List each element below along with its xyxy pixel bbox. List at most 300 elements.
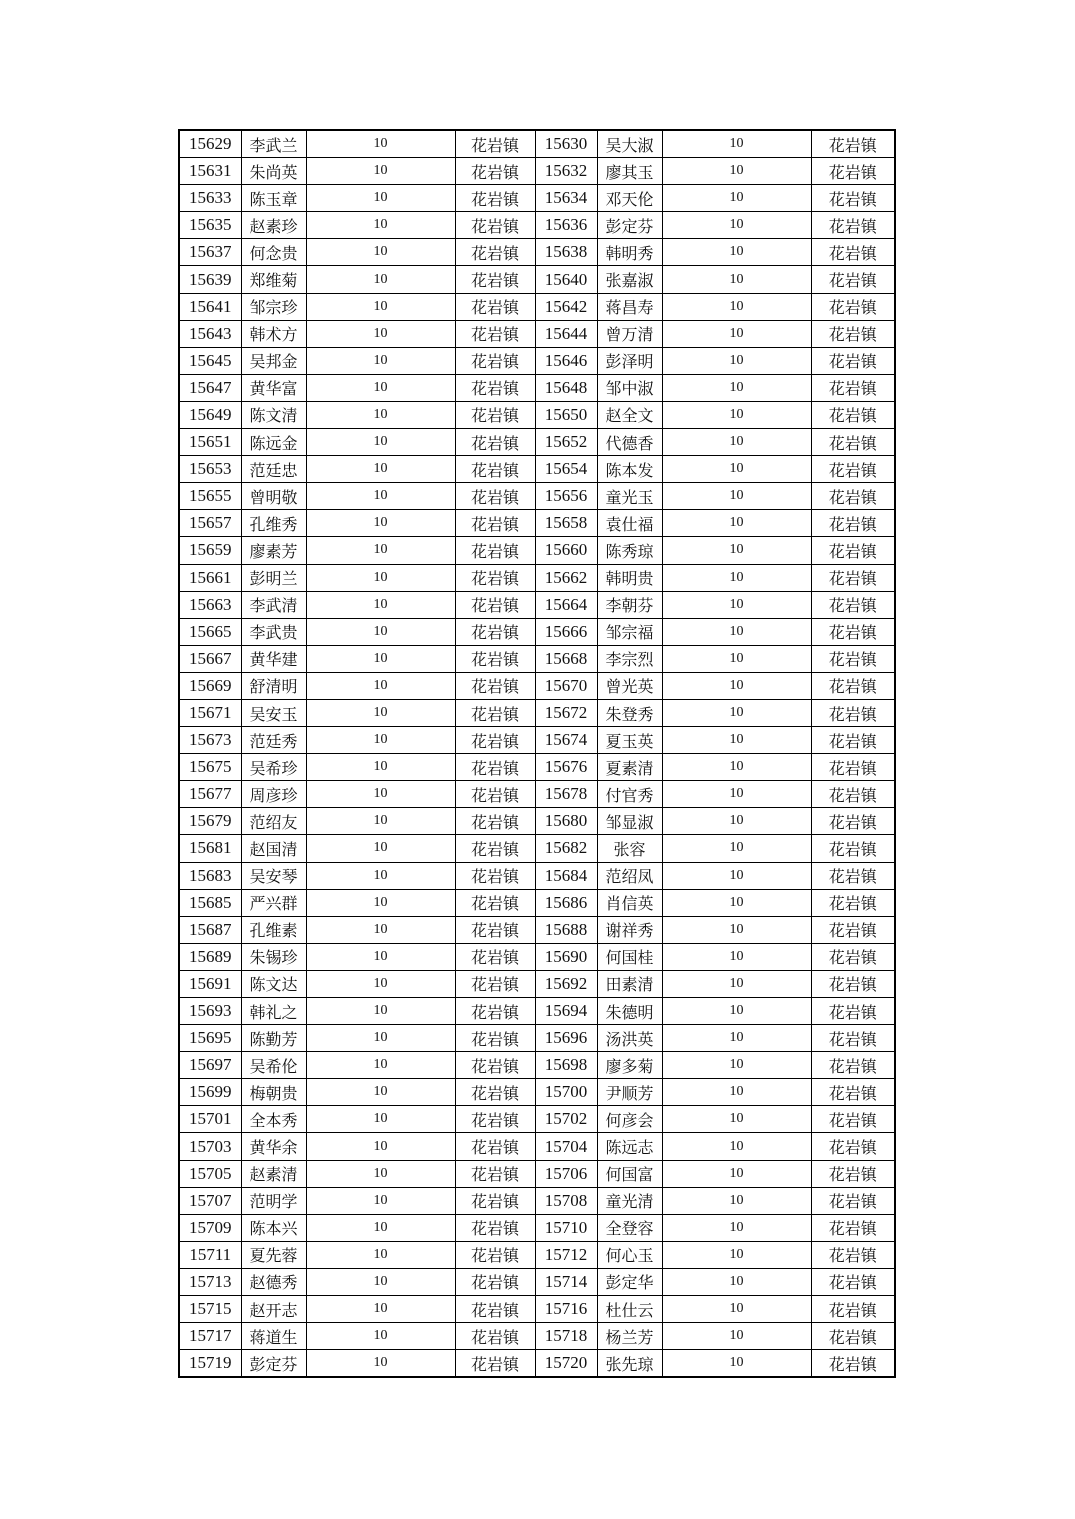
town-name-cell: 花岩镇 [455, 862, 535, 889]
person-name-cell: 彭泽明 [597, 347, 662, 374]
person-name-cell: 邹宗福 [597, 618, 662, 645]
record-id-cell: 15629 [179, 130, 241, 158]
record-id-cell: 15674 [535, 727, 597, 754]
amount-cell: 10 [662, 1106, 811, 1133]
town-name-cell: 花岩镇 [811, 130, 895, 158]
amount-cell: 10 [306, 645, 455, 672]
town-name-cell: 花岩镇 [811, 429, 895, 456]
person-name-cell: 陈远志 [597, 1133, 662, 1160]
amount-cell: 10 [306, 1350, 455, 1378]
amount-cell: 10 [662, 483, 811, 510]
record-id-cell: 15693 [179, 998, 241, 1025]
record-id-cell: 15657 [179, 510, 241, 537]
amount-cell: 10 [306, 1052, 455, 1079]
record-id-cell: 15690 [535, 943, 597, 970]
amount-cell: 10 [662, 537, 811, 564]
amount-cell: 10 [306, 916, 455, 943]
table-row [179, 1160, 895, 1187]
table-row [179, 645, 895, 672]
town-name-cell: 花岩镇 [455, 835, 535, 862]
table-row [179, 320, 895, 347]
town-name-cell: 花岩镇 [455, 1268, 535, 1295]
record-id-cell: 15695 [179, 1025, 241, 1052]
person-name-cell: 韩明贵 [597, 564, 662, 591]
town-name-cell: 花岩镇 [455, 889, 535, 916]
record-id-cell: 15706 [535, 1160, 597, 1187]
person-name-cell: 肖信英 [597, 889, 662, 916]
town-name-cell: 花岩镇 [811, 943, 895, 970]
person-name-cell: 代德香 [597, 429, 662, 456]
person-name-cell: 吴大淑 [597, 130, 662, 158]
record-id-cell: 15707 [179, 1187, 241, 1214]
amount-cell: 10 [662, 618, 811, 645]
person-name-cell: 廖其玉 [597, 158, 662, 185]
amount-cell: 10 [662, 1323, 811, 1350]
person-name-cell: 陈文达 [241, 970, 306, 997]
record-id-cell: 15636 [535, 212, 597, 239]
person-name-cell: 袁仕福 [597, 510, 662, 537]
table-row [179, 564, 895, 591]
record-id-cell: 15647 [179, 374, 241, 401]
amount-cell: 10 [306, 456, 455, 483]
record-id-cell: 15651 [179, 429, 241, 456]
record-id-cell: 15630 [535, 130, 597, 158]
table-row [179, 1241, 895, 1268]
table-row [179, 1350, 895, 1378]
amount-cell: 10 [306, 1187, 455, 1214]
person-name-cell: 曾明敬 [241, 483, 306, 510]
record-id-cell: 15702 [535, 1106, 597, 1133]
record-id-cell: 15638 [535, 239, 597, 266]
record-id-cell: 15704 [535, 1133, 597, 1160]
person-name-cell: 郑维菊 [241, 266, 306, 293]
record-id-cell: 15631 [179, 158, 241, 185]
table-row [179, 185, 895, 212]
town-name-cell: 花岩镇 [455, 672, 535, 699]
amount-cell: 10 [306, 537, 455, 564]
table-row [179, 835, 895, 862]
table-row [179, 781, 895, 808]
record-id-cell: 15711 [179, 1241, 241, 1268]
record-id-cell: 15677 [179, 781, 241, 808]
town-name-cell: 花岩镇 [455, 1052, 535, 1079]
record-id-cell: 15691 [179, 970, 241, 997]
person-name-cell: 彭定华 [597, 1268, 662, 1295]
table-row [179, 862, 895, 889]
amount-cell: 10 [306, 727, 455, 754]
amount-cell: 10 [306, 293, 455, 320]
town-name-cell: 花岩镇 [455, 1323, 535, 1350]
town-name-cell: 花岩镇 [455, 754, 535, 781]
record-id-cell: 15668 [535, 645, 597, 672]
town-name-cell: 花岩镇 [811, 1350, 895, 1378]
record-id-cell: 15649 [179, 401, 241, 428]
amount-cell: 10 [306, 591, 455, 618]
person-name-cell: 何国富 [597, 1160, 662, 1187]
record-id-cell: 15660 [535, 537, 597, 564]
record-id-cell: 15632 [535, 158, 597, 185]
person-name-cell: 蒋昌寿 [597, 293, 662, 320]
record-id-cell: 15692 [535, 970, 597, 997]
amount-cell: 10 [662, 835, 811, 862]
town-name-cell: 花岩镇 [811, 320, 895, 347]
amount-cell: 10 [662, 754, 811, 781]
town-name-cell: 花岩镇 [811, 645, 895, 672]
person-name-cell: 吴安玉 [241, 699, 306, 726]
town-name-cell: 花岩镇 [455, 293, 535, 320]
record-id-cell: 15676 [535, 754, 597, 781]
amount-cell: 10 [662, 1079, 811, 1106]
person-name-cell: 夏先蓉 [241, 1241, 306, 1268]
town-name-cell: 花岩镇 [811, 1241, 895, 1268]
person-name-cell: 谢祥秀 [597, 916, 662, 943]
table-row [179, 672, 895, 699]
record-id-cell: 15642 [535, 293, 597, 320]
amount-cell: 10 [662, 591, 811, 618]
table-row [179, 456, 895, 483]
amount-cell: 10 [662, 401, 811, 428]
table-row [179, 618, 895, 645]
amount-cell: 10 [662, 781, 811, 808]
table-row [179, 510, 895, 537]
record-id-cell: 15713 [179, 1268, 241, 1295]
town-name-cell: 花岩镇 [455, 212, 535, 239]
record-id-cell: 15687 [179, 916, 241, 943]
town-name-cell: 花岩镇 [455, 564, 535, 591]
table-row [179, 239, 895, 266]
person-name-cell: 何彦会 [597, 1106, 662, 1133]
person-name-cell: 邹宗珍 [241, 293, 306, 320]
amount-cell: 10 [662, 1160, 811, 1187]
table-row [179, 1025, 895, 1052]
record-id-cell: 15661 [179, 564, 241, 591]
person-name-cell: 廖素芳 [241, 537, 306, 564]
person-name-cell: 夏玉英 [597, 727, 662, 754]
amount-cell: 10 [662, 1187, 811, 1214]
amount-cell: 10 [662, 645, 811, 672]
person-name-cell: 童光清 [597, 1187, 662, 1214]
town-name-cell: 花岩镇 [455, 1106, 535, 1133]
person-name-cell: 严兴群 [241, 889, 306, 916]
record-id-cell: 15686 [535, 889, 597, 916]
record-id-cell: 15715 [179, 1296, 241, 1323]
roster-body [179, 130, 895, 1377]
town-name-cell: 花岩镇 [811, 835, 895, 862]
amount-cell: 10 [306, 483, 455, 510]
amount-cell: 10 [306, 510, 455, 537]
town-name-cell: 花岩镇 [811, 1160, 895, 1187]
record-id-cell: 15650 [535, 401, 597, 428]
record-id-cell: 15635 [179, 212, 241, 239]
town-name-cell: 花岩镇 [455, 699, 535, 726]
amount-cell: 10 [306, 158, 455, 185]
person-name-cell: 全本秀 [241, 1106, 306, 1133]
person-name-cell: 韩明秀 [597, 239, 662, 266]
town-name-cell: 花岩镇 [811, 456, 895, 483]
town-name-cell: 花岩镇 [811, 1133, 895, 1160]
person-name-cell: 李武贵 [241, 618, 306, 645]
table-row [179, 293, 895, 320]
record-id-cell: 15669 [179, 672, 241, 699]
amount-cell: 10 [306, 564, 455, 591]
town-name-cell: 花岩镇 [455, 591, 535, 618]
table-row [179, 158, 895, 185]
record-id-cell: 15699 [179, 1079, 241, 1106]
town-name-cell: 花岩镇 [811, 1025, 895, 1052]
person-name-cell: 范绍友 [241, 808, 306, 835]
record-id-cell: 15648 [535, 374, 597, 401]
person-name-cell: 韩礼之 [241, 998, 306, 1025]
person-name-cell: 何念贵 [241, 239, 306, 266]
amount-cell: 10 [306, 1079, 455, 1106]
amount-cell: 10 [306, 1160, 455, 1187]
person-name-cell: 邹中淑 [597, 374, 662, 401]
table-row [179, 1214, 895, 1241]
town-name-cell: 花岩镇 [455, 781, 535, 808]
town-name-cell: 花岩镇 [455, 483, 535, 510]
amount-cell: 10 [662, 998, 811, 1025]
person-name-cell: 舒清明 [241, 672, 306, 699]
town-name-cell: 花岩镇 [811, 1187, 895, 1214]
amount-cell: 10 [306, 781, 455, 808]
record-id-cell: 15696 [535, 1025, 597, 1052]
town-name-cell: 花岩镇 [811, 1296, 895, 1323]
town-name-cell: 花岩镇 [455, 266, 535, 293]
amount-cell: 10 [306, 1106, 455, 1133]
person-name-cell: 孔维素 [241, 916, 306, 943]
town-name-cell: 花岩镇 [455, 618, 535, 645]
person-name-cell: 范明学 [241, 1187, 306, 1214]
record-id-cell: 15714 [535, 1268, 597, 1295]
amount-cell: 10 [662, 456, 811, 483]
amount-cell: 10 [306, 1214, 455, 1241]
amount-cell: 10 [306, 1241, 455, 1268]
amount-cell: 10 [662, 158, 811, 185]
person-name-cell: 吴安琴 [241, 862, 306, 889]
amount-cell: 10 [662, 943, 811, 970]
town-name-cell: 花岩镇 [811, 998, 895, 1025]
amount-cell: 10 [306, 347, 455, 374]
amount-cell: 10 [662, 808, 811, 835]
amount-cell: 10 [306, 374, 455, 401]
record-id-cell: 15643 [179, 320, 241, 347]
person-name-cell: 彭定芬 [597, 212, 662, 239]
amount-cell: 10 [306, 401, 455, 428]
town-name-cell: 花岩镇 [455, 185, 535, 212]
person-name-cell: 童光玉 [597, 483, 662, 510]
person-name-cell: 蒋道生 [241, 1323, 306, 1350]
town-name-cell: 花岩镇 [811, 401, 895, 428]
record-id-cell: 15658 [535, 510, 597, 537]
amount-cell: 10 [662, 130, 811, 158]
record-id-cell: 15681 [179, 835, 241, 862]
record-id-cell: 15705 [179, 1160, 241, 1187]
town-name-cell: 花岩镇 [455, 374, 535, 401]
person-name-cell: 杜仕云 [597, 1296, 662, 1323]
amount-cell: 10 [306, 320, 455, 347]
amount-cell: 10 [306, 889, 455, 916]
roster-table [178, 129, 896, 1378]
amount-cell: 10 [306, 1323, 455, 1350]
person-name-cell: 范绍凤 [597, 862, 662, 889]
town-name-cell: 花岩镇 [455, 727, 535, 754]
person-name-cell: 朱登秀 [597, 699, 662, 726]
town-name-cell: 花岩镇 [811, 1268, 895, 1295]
town-name-cell: 花岩镇 [455, 510, 535, 537]
amount-cell: 10 [662, 1296, 811, 1323]
amount-cell: 10 [306, 862, 455, 889]
record-id-cell: 15717 [179, 1323, 241, 1350]
record-id-cell: 15708 [535, 1187, 597, 1214]
town-name-cell: 花岩镇 [455, 429, 535, 456]
town-name-cell: 花岩镇 [811, 374, 895, 401]
table-row [179, 347, 895, 374]
table-row [179, 808, 895, 835]
amount-cell: 10 [306, 754, 455, 781]
person-name-cell: 范廷秀 [241, 727, 306, 754]
town-name-cell: 花岩镇 [811, 212, 895, 239]
table-row [179, 1106, 895, 1133]
person-name-cell: 赵素珍 [241, 212, 306, 239]
person-name-cell: 赵素清 [241, 1160, 306, 1187]
person-name-cell: 黄华余 [241, 1133, 306, 1160]
amount-cell: 10 [662, 293, 811, 320]
person-name-cell: 赵德秀 [241, 1268, 306, 1295]
record-id-cell: 15637 [179, 239, 241, 266]
amount-cell: 10 [662, 347, 811, 374]
amount-cell: 10 [662, 970, 811, 997]
person-name-cell: 彭明兰 [241, 564, 306, 591]
amount-cell: 10 [662, 185, 811, 212]
person-name-cell: 赵开志 [241, 1296, 306, 1323]
person-name-cell: 曾光英 [597, 672, 662, 699]
amount-cell: 10 [662, 564, 811, 591]
record-id-cell: 15701 [179, 1106, 241, 1133]
table-row [179, 1133, 895, 1160]
town-name-cell: 花岩镇 [455, 1214, 535, 1241]
record-id-cell: 15712 [535, 1241, 597, 1268]
person-name-cell: 曾万清 [597, 320, 662, 347]
amount-cell: 10 [306, 185, 455, 212]
person-name-cell: 汤洪英 [597, 1025, 662, 1052]
record-id-cell: 15654 [535, 456, 597, 483]
record-id-cell: 15678 [535, 781, 597, 808]
town-name-cell: 花岩镇 [811, 1323, 895, 1350]
table-row [179, 998, 895, 1025]
amount-cell: 10 [662, 429, 811, 456]
town-name-cell: 花岩镇 [811, 1052, 895, 1079]
town-name-cell: 花岩镇 [455, 158, 535, 185]
person-name-cell: 赵国清 [241, 835, 306, 862]
table-row [179, 591, 895, 618]
town-name-cell: 花岩镇 [811, 564, 895, 591]
record-id-cell: 15645 [179, 347, 241, 374]
record-id-cell: 15697 [179, 1052, 241, 1079]
person-name-cell: 吴希珍 [241, 754, 306, 781]
amount-cell: 10 [306, 970, 455, 997]
town-name-cell: 花岩镇 [455, 1160, 535, 1187]
amount-cell: 10 [662, 1350, 811, 1378]
record-id-cell: 15659 [179, 537, 241, 564]
person-name-cell: 杨兰芳 [597, 1323, 662, 1350]
record-id-cell: 15673 [179, 727, 241, 754]
town-name-cell: 花岩镇 [811, 970, 895, 997]
person-name-cell: 吴邦金 [241, 347, 306, 374]
amount-cell: 10 [306, 808, 455, 835]
record-id-cell: 15652 [535, 429, 597, 456]
record-id-cell: 15684 [535, 862, 597, 889]
person-name-cell: 陈勤芳 [241, 1025, 306, 1052]
record-id-cell: 15716 [535, 1296, 597, 1323]
amount-cell: 10 [662, 212, 811, 239]
person-name-cell: 陈本兴 [241, 1214, 306, 1241]
town-name-cell: 花岩镇 [455, 239, 535, 266]
amount-cell: 10 [662, 1241, 811, 1268]
town-name-cell: 花岩镇 [811, 889, 895, 916]
town-name-cell: 花岩镇 [811, 266, 895, 293]
record-id-cell: 15683 [179, 862, 241, 889]
record-id-cell: 15671 [179, 699, 241, 726]
person-name-cell: 李武兰 [241, 130, 306, 158]
town-name-cell: 花岩镇 [455, 970, 535, 997]
table-row [179, 699, 895, 726]
amount-cell: 10 [662, 1214, 811, 1241]
person-name-cell: 陈文清 [241, 401, 306, 428]
town-name-cell: 花岩镇 [811, 618, 895, 645]
town-name-cell: 花岩镇 [811, 185, 895, 212]
record-id-cell: 15694 [535, 998, 597, 1025]
person-name-cell: 李朝芬 [597, 591, 662, 618]
table-row [179, 943, 895, 970]
town-name-cell: 花岩镇 [811, 727, 895, 754]
record-id-cell: 15641 [179, 293, 241, 320]
table-row [179, 916, 895, 943]
record-id-cell: 15646 [535, 347, 597, 374]
town-name-cell: 花岩镇 [811, 293, 895, 320]
person-name-cell: 田素清 [597, 970, 662, 997]
amount-cell: 10 [662, 889, 811, 916]
town-name-cell: 花岩镇 [811, 1214, 895, 1241]
town-name-cell: 花岩镇 [455, 130, 535, 158]
town-name-cell: 花岩镇 [811, 239, 895, 266]
record-id-cell: 15664 [535, 591, 597, 618]
record-id-cell: 15709 [179, 1214, 241, 1241]
town-name-cell: 花岩镇 [811, 1106, 895, 1133]
amount-cell: 10 [306, 1296, 455, 1323]
table-row [179, 483, 895, 510]
amount-cell: 10 [306, 618, 455, 645]
record-id-cell: 15634 [535, 185, 597, 212]
record-id-cell: 15653 [179, 456, 241, 483]
record-id-cell: 15689 [179, 943, 241, 970]
town-name-cell: 花岩镇 [455, 1025, 535, 1052]
record-id-cell: 15682 [535, 835, 597, 862]
person-name-cell: 孔维秀 [241, 510, 306, 537]
person-name-cell: 赵全文 [597, 401, 662, 428]
record-id-cell: 15672 [535, 699, 597, 726]
town-name-cell: 花岩镇 [811, 699, 895, 726]
person-name-cell: 吴希伦 [241, 1052, 306, 1079]
amount-cell: 10 [662, 727, 811, 754]
table-row [179, 1296, 895, 1323]
person-name-cell: 全登容 [597, 1214, 662, 1241]
table-row [179, 1268, 895, 1295]
person-name-cell: 黄华建 [241, 645, 306, 672]
table-row [179, 1187, 895, 1214]
amount-cell: 10 [662, 266, 811, 293]
person-name-cell: 陈本发 [597, 456, 662, 483]
person-name-cell: 张先琼 [597, 1350, 662, 1378]
